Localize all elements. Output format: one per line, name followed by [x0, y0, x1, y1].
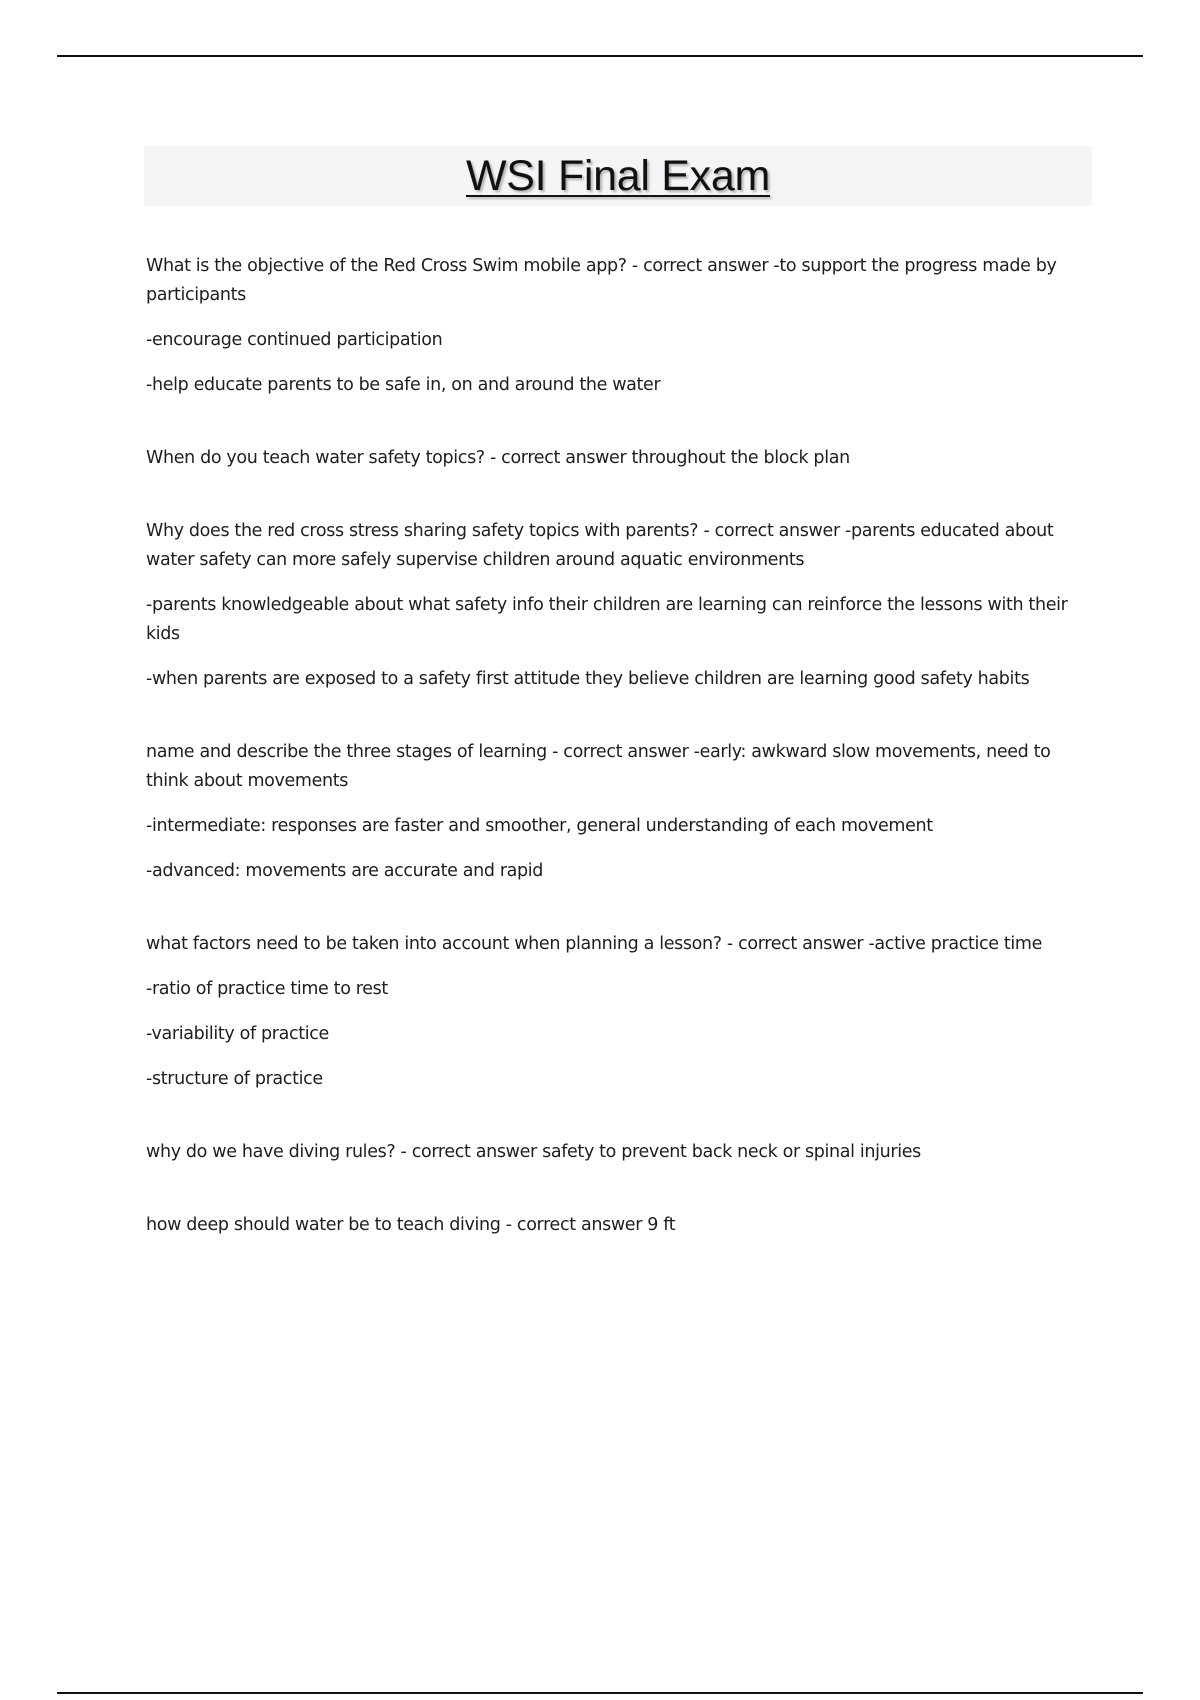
question-line: how deep should water be to teach diving - correct answer 9 ft	[146, 1215, 676, 1235]
answer-line: -when parents are exposed to a safety first attitude they believe children are learning good safety habits	[146, 669, 1030, 689]
qa-entry	[146, 1211, 1092, 1240]
question-line: What is the objective of the Red Cross Swim mobile app? - correct answer -to support the progress made by participants	[146, 256, 1057, 305]
answer-line: -intermediate: responses are faster and smoother, general understanding of each movement	[146, 816, 933, 836]
qa-entry	[146, 444, 1092, 473]
answer-line: -help educate parents to be safe in, on and around the water	[146, 375, 661, 395]
answer-line: -ratio of practice time to rest	[146, 979, 388, 999]
title-banner	[144, 146, 1092, 206]
document-title: WSI Final Exam	[465, 151, 771, 200]
answer-line: -variability of practice	[146, 1024, 329, 1044]
qa-list	[146, 252, 1092, 1284]
qa-entry	[146, 738, 1092, 886]
qa-entry	[146, 930, 1092, 1094]
question-line: Why does the red cross stress sharing safety topics with parents? - correct answer -parents educated about water safety can more safely supervise children around aquatic environments	[146, 521, 1054, 570]
bottom-rule	[57, 1692, 1143, 1694]
qa-entry	[146, 252, 1092, 400]
question-line: When do you teach water safety topics? - correct answer throughout the block plan	[146, 448, 850, 468]
answer-line: -advanced: movements are accurate and rapid	[146, 861, 544, 881]
qa-entry	[146, 517, 1092, 694]
answer-line: -structure of practice	[146, 1069, 323, 1089]
answer-line: -parents knowledgeable about what safety info their children are learning can reinforce the lessons with their kids	[146, 595, 1068, 644]
question-line: what factors need to be taken into account when planning a lesson? - correct answer -active practice time	[146, 934, 1043, 954]
answer-line: -encourage continued participation	[146, 330, 443, 350]
top-rule	[57, 55, 1143, 57]
question-line: name and describe the three stages of learning - correct answer -early: awkward slow movements, need to think about movements	[146, 742, 1051, 791]
question-line: why do we have diving rules? - correct answer safety to prevent back neck or spinal injuries	[146, 1142, 921, 1162]
qa-entry	[146, 1138, 1092, 1167]
